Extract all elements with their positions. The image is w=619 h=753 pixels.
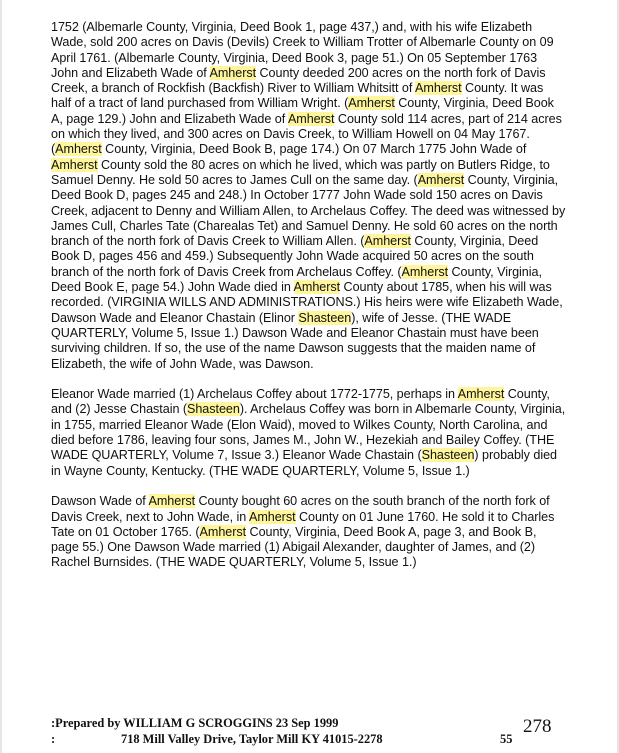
- text-run: County on 01 June 1760. He sold it to Charles Tate on 01 October 1765. (: [51, 509, 555, 539]
- text-run: County. It was half of a tract of land purchased from William Wright. (: [51, 81, 544, 111]
- text-run: County sold the 80 acres on which he lived, which was partly on Butlers Ridge, to Samuel Denny. He sold 50 acres to James Cull on the same day. (: [51, 157, 550, 187]
- search-highlight: Amherst: [415, 81, 462, 96]
- search-highlight: Shasteen: [298, 310, 352, 325]
- text-run: County, Virginia, Deed Book E, page 54.) John Wade died in: [51, 264, 542, 295]
- text-run: County sold 114 acres, part of 214 acres on which they lived, and 300 acres on Davis Creek, to William Howell on 04 May 1767. (: [51, 111, 562, 157]
- search-highlight: Amherst: [364, 234, 411, 249]
- search-highlight: Amherst: [148, 494, 196, 509]
- search-highlight: Amherst: [209, 65, 257, 80]
- search-highlight: Amherst: [293, 280, 341, 295]
- text-run: ). Archelaus Coffey was born in Albemarle County, Virginia, in 1755, married Eleanor Wade (Elon Waid), moved to Wilkes County, North Carolina, and died before 1786, leaving four sons, James M., John W., Hezekiah and Bailey Coffey. (THE WADE QUARTERLY, Volume 7, Issue 3.) Eleanor Wade Chastain (: [51, 402, 566, 463]
- text-run: County, Virginia, Deed Book A, page 3, and Book B, page 55.) One Dawson Wade married (1) Abigail Alexander, daughter of James, and (2) Rachel Burnsides. (THE WADE QUARTERLY, Volume 5, Issue 1.): [51, 524, 537, 570]
- text-run: ), wife of Jesse. (THE WADE QUARTERLY, Volume 5, Issue 1.) Dawson Wade and Eleanor Chastain must have been surviving children. If so, the use of the name Dawson suggests that the maiden name of Elizabeth, the wife of John Wade, was Dawson.: [51, 310, 539, 371]
- page-footer: [51, 713, 566, 753]
- document-body: [51, 20, 566, 586]
- text-run: County deeded 200 acres on the north fork of Davis Creek, a branch of Rockfish (Backfish) River to William Whitsitt of: [51, 65, 546, 96]
- search-highlight: Amherst: [287, 111, 335, 126]
- search-highlight: Amherst: [348, 96, 395, 111]
- paragraph-eleanor-wade: [51, 387, 566, 479]
- handwritten-page-stamp: 278: [523, 716, 552, 737]
- search-highlight: Amherst: [401, 264, 449, 279]
- text-run: ) probably died in Wayne County, Kentucky. (THE WADE QUARTERLY, Volume 5, Issue 1.): [51, 448, 557, 478]
- text-run: County, Virginia, Deed Book D, pages 245 and 248.) In October 1777 John Wade sold 150 acres on Davis Creek, adjacent to Denny and William Allen, to Archelaus Coffey. The deed was witnessed by James Cull, Charles Tate (Charealas Tet) and Samuel Denny. He sold 60 acres on the north branch of the north fork of Davis Creek to William Allen. (: [51, 172, 566, 249]
- text-run: Eleanor Wade married (1) Archelaus Coffey about 1772-1775, perhaps in: [51, 387, 458, 402]
- footer-address: 718 Mill Valley Drive, Taylor Mill KY 41015-2278: [121, 732, 383, 746]
- text-run: County, Virginia, Deed Book D, pages 456 and 459.) Subsequently John Wade acquired 50 acres on the south branch of the north fork of Davis Creek from Archelaus Coffey. (: [51, 234, 539, 279]
- search-highlight: Shasteen: [187, 402, 240, 417]
- search-highlight: Amherst: [457, 387, 505, 402]
- text-run: Dawson Wade of: [51, 494, 149, 509]
- paragraph-john-wade: [51, 20, 566, 372]
- page-edge-left: [0, 0, 2, 753]
- search-highlight: Amherst: [417, 172, 465, 187]
- search-highlight: Shasteen: [421, 448, 475, 463]
- paragraph-dawson-wade: [51, 494, 566, 570]
- search-highlight: Amherst: [199, 524, 247, 539]
- text-run: County about 1785, when his will was recorded. (VIRGINIA WILLS AND ADMINISTRATIONS.) His heirs were wife Elizabeth Wade, Dawson Wade and Eleanor Chastain (Elinor: [51, 280, 563, 325]
- text-run: County bought 60 acres on the south branch of the north fork of Davis Creek, next to John Wade, in: [51, 494, 550, 524]
- footer-prepared-by: :Prepared by WILLIAM G SCROGGINS 23 Sep 1999: [51, 716, 339, 730]
- text-run: County, Virginia, Deed Book A, page 129.) John and Elizabeth Wade of: [51, 96, 554, 126]
- text-run: 1752 (Albemarle County, Virginia, Deed Book 1, page 437,) and, with his wife Elizabeth Wade, sold 200 acres on Davis (Devils) Creek to William Trotter of Albemarle County on 09 April 1761. (Albemarle County, Virginia, Deed Book 3, page 51.) On 05 September 1763 John and Elizabeth Wade of: [51, 20, 554, 80]
- text-run: County, and (2) Jesse Chastain (: [51, 387, 550, 417]
- search-highlight: Amherst: [55, 142, 102, 157]
- search-highlight: Amherst: [51, 157, 98, 172]
- footer-page-number: 55: [500, 732, 513, 746]
- text-run: County, Virginia, Deed Book B, page 174.) On 07 March 1775 John Wade of: [101, 142, 527, 157]
- search-highlight: Amherst: [248, 509, 296, 524]
- footer-colon: :: [51, 732, 56, 746]
